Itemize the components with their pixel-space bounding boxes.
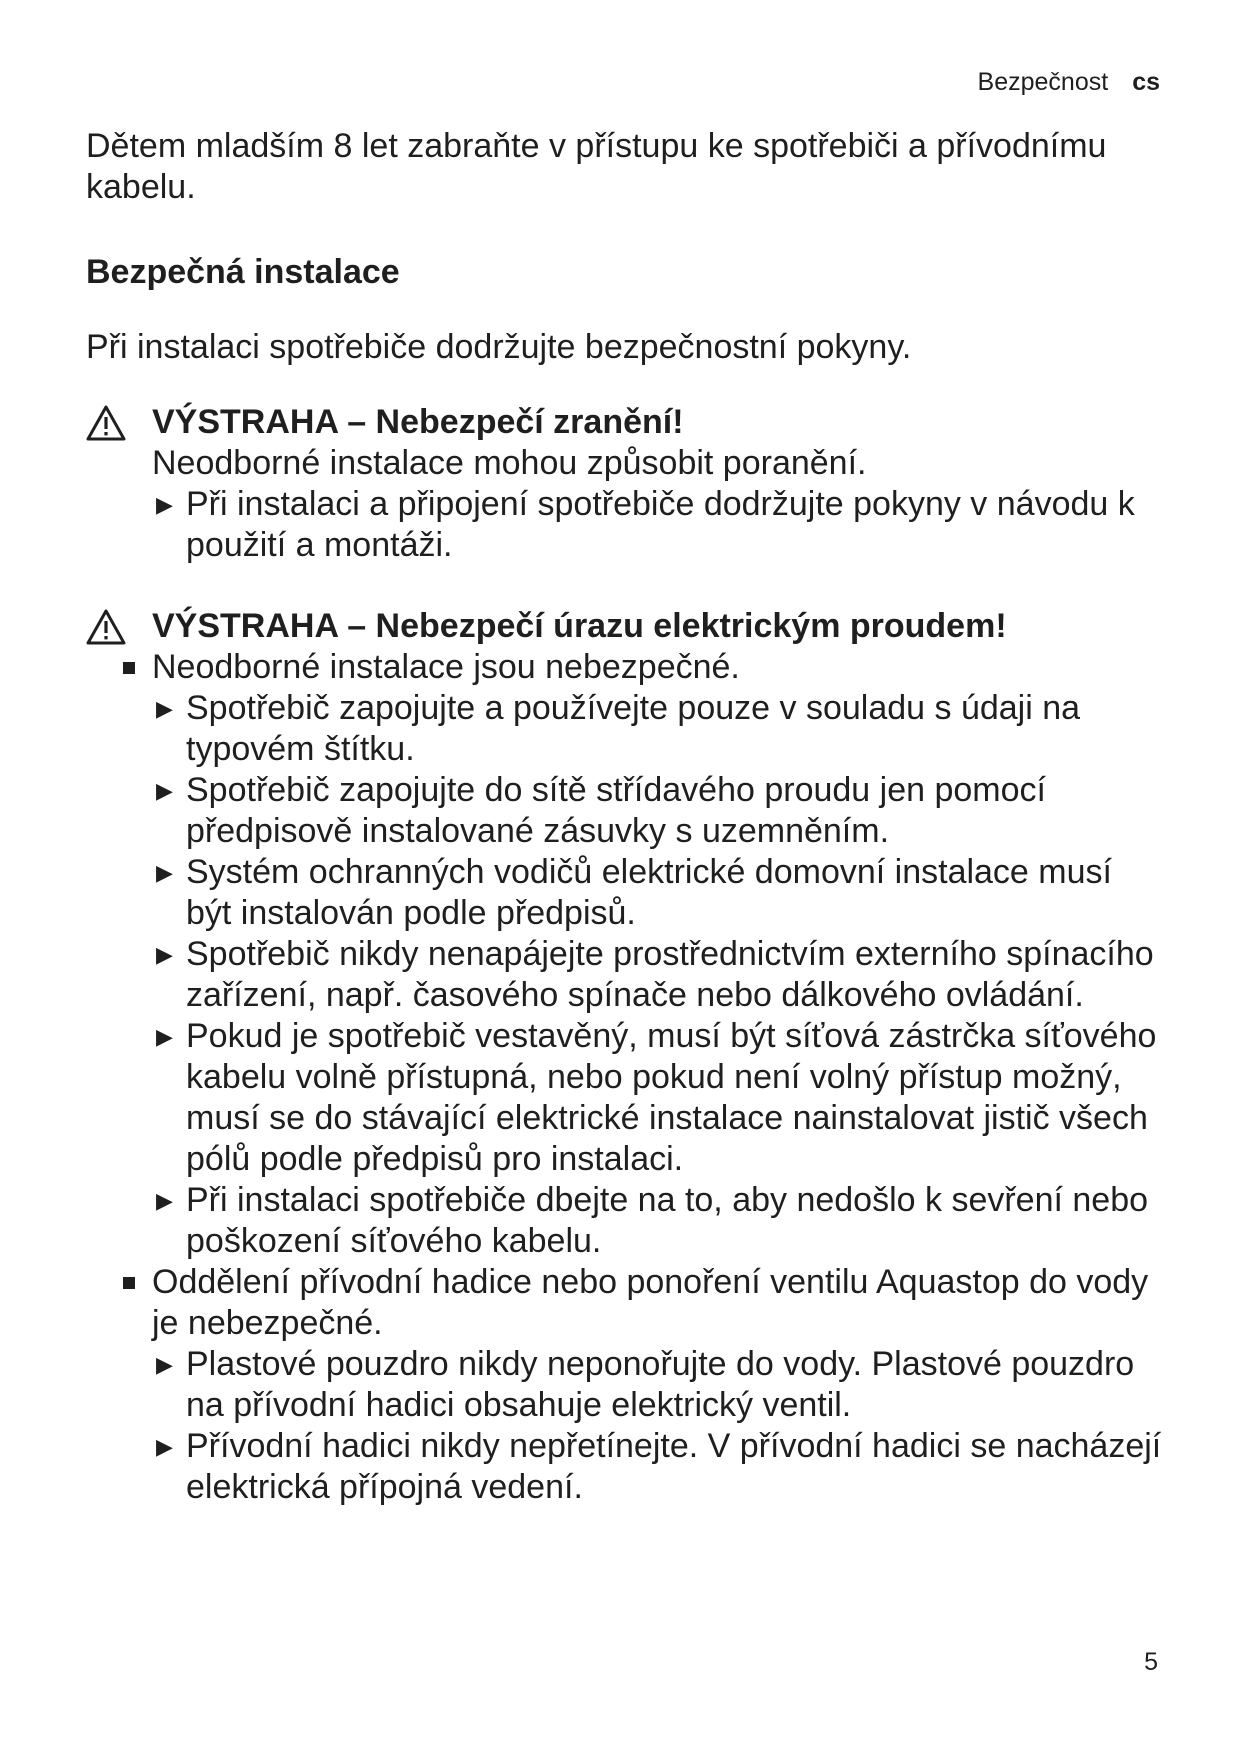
instruction-step-text: Spotřebič nikdy nenapájejte prostřednictvím externího spínacího zařízení, např. časového spínače nebo dálkového ovládání. xyxy=(186,935,1154,1014)
arrow-right-icon: ▶ xyxy=(156,1188,173,1213)
header-section-title: Bezpečnost xyxy=(977,68,1109,96)
bullet-item xyxy=(86,1262,1166,1344)
arrow-right-icon: ▶ xyxy=(156,1434,173,1459)
instruction-step xyxy=(86,1426,1166,1508)
bullet-item-text: Oddělení přívodní hadice nebo ponoření ventilu Aquastop do vody je nebezpečné. xyxy=(152,1263,1149,1342)
instruction-step-text: Při instalaci spotřebiče dbejte na to, aby nedošlo k sevření nebo poškození síťového kabelu. xyxy=(186,1181,1149,1260)
instruction-step xyxy=(86,934,1166,1016)
warning-injury xyxy=(86,402,1166,566)
instruction-step xyxy=(86,1180,1166,1262)
warning-title xyxy=(86,402,1166,443)
instruction-step-text: Přívodní hadici nikdy nepřetínejte. V přívodní hadici se nacházejí elektrická přípojná vedení. xyxy=(186,1427,1162,1506)
instruction-step xyxy=(86,1016,1166,1180)
warning-title-text: VÝSTRAHA – Nebezpečí zranění! xyxy=(152,403,684,441)
warning-title xyxy=(86,606,1166,647)
arrow-right-icon: ▶ xyxy=(156,1024,173,1049)
square-bullet-icon xyxy=(123,1277,135,1289)
instruction-step-text: Spotřebič zapojujte do sítě střídavého proudu jen pomocí předpisově instalované zásuvky s uzemněním. xyxy=(186,771,1046,850)
warning-triangle-icon xyxy=(86,405,126,441)
page-number: 5 xyxy=(1144,1648,1158,1676)
square-bullet-icon xyxy=(123,662,135,674)
warning-triangle-icon xyxy=(86,609,126,645)
arrow-right-icon: ▶ xyxy=(156,696,173,721)
instruction-step xyxy=(86,770,1166,852)
instruction-step-text: Pokud je spotřebič vestavěný, musí být síťová zástrčka síťového kabelu volně přístupná, nebo pokud není volný přístup možný, musí se do stávající elektrické instalace nainstalovat jistič všech pólů podle předpisů pro instalaci. xyxy=(186,1017,1157,1178)
section-heading: Bezpečná instalace xyxy=(86,253,400,291)
header-language-code: cs xyxy=(1132,68,1160,96)
instruction-step-text: Systém ochranných vodičů elektrické domovní instalace musí být instalován podle předpisů. xyxy=(186,853,1112,932)
arrow-right-icon: ▶ xyxy=(156,942,173,967)
arrow-right-icon: ▶ xyxy=(156,492,173,517)
instruction-step xyxy=(86,1344,1166,1426)
arrow-right-icon: ▶ xyxy=(156,1352,173,1377)
instruction-step-text: Spotřebič zapojujte a používejte pouze v souladu s údaji na typovém štítku. xyxy=(186,689,1081,768)
arrow-right-icon: ▶ xyxy=(156,860,173,885)
warning-description: Neodborné instalace mohou způsobit poranění. xyxy=(152,444,867,482)
page-header xyxy=(978,68,1160,97)
instruction-step xyxy=(86,484,1166,566)
warning-title-text: VÝSTRAHA – Nebezpečí úrazu elektrickým proudem! xyxy=(152,607,1007,645)
instruction-step-text: Při instalaci a připojení spotřebiče dodržujte pokyny v návodu k použití a montáži. xyxy=(186,485,1135,564)
page-content xyxy=(86,126,1166,1508)
intro-paragraph: Dětem mladším 8 let zabraňte v přístupu ke spotřebiči a přívodnímu kabelu. xyxy=(86,127,1107,206)
arrow-right-icon: ▶ xyxy=(156,778,173,803)
instruction-step xyxy=(86,852,1166,934)
warning-electric-shock xyxy=(86,606,1166,1508)
bullet-item xyxy=(86,647,1166,688)
instruction-step xyxy=(86,688,1166,770)
bullet-item-text: Neodborné instalace jsou nebezpečné. xyxy=(152,648,740,686)
section-intro: Při instalaci spotřebiče dodržujte bezpečnostní pokyny. xyxy=(86,328,912,366)
instruction-step-text: Plastové pouzdro nikdy neponořujte do vody. Plastové pouzdro na přívodní hadici obsahuje elektrický ventil. xyxy=(186,1345,1135,1424)
